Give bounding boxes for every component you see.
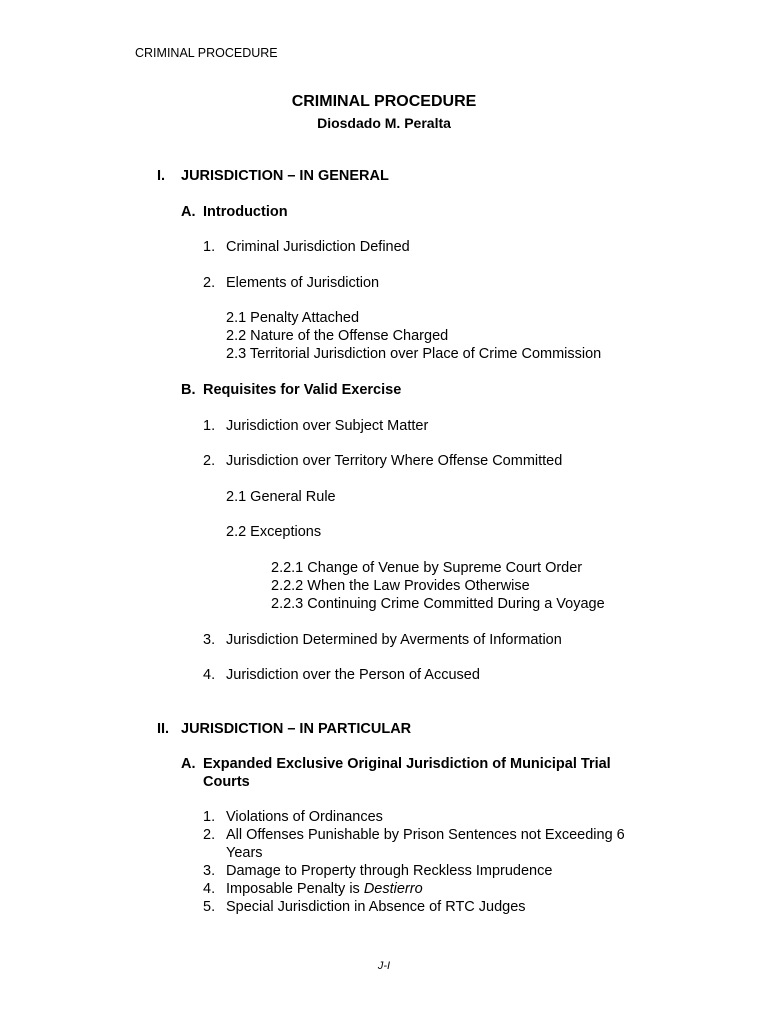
item-number: 5. xyxy=(203,899,216,915)
section-number: II. xyxy=(157,721,170,737)
list-item-text: Imposable Penalty is xyxy=(226,881,364,897)
list-item xyxy=(226,880,423,898)
list-item-italic-term: Destierro xyxy=(363,881,423,897)
item-number: 2. xyxy=(203,827,216,843)
subsection-letter: A. xyxy=(181,756,196,772)
list-item: Elements of Jurisdiction xyxy=(226,275,380,291)
item-number: 4. xyxy=(203,667,216,683)
list-item: Jurisdiction over Subject Matter xyxy=(226,418,429,434)
sub-list-item: 2.1 Penalty Attached xyxy=(226,310,360,326)
item-number: 3. xyxy=(203,863,216,879)
list-item: Jurisdiction over Territory Where Offense Committed xyxy=(226,453,563,469)
item-number: 1. xyxy=(203,809,216,825)
running-header: CRIMINAL PROCEDURE xyxy=(135,46,278,60)
document-author: Diosdado M. Peralta xyxy=(317,115,451,131)
sub-list-item: 2.1 General Rule xyxy=(226,489,336,505)
list-item: Jurisdiction over the Person of Accused xyxy=(226,667,480,683)
sub-list-item: 2.2 Exceptions xyxy=(226,524,322,540)
item-number: 4. xyxy=(203,881,216,897)
sub-list-item: 2.3 Territorial Jurisdiction over Place of Crime Commission xyxy=(226,346,602,362)
subsection-heading: Requisites for Valid Exercise xyxy=(203,382,402,398)
subsection-letter: A. xyxy=(181,204,196,220)
document-title: CRIMINAL PROCEDURE xyxy=(291,93,477,110)
page-number: J-I xyxy=(377,960,391,972)
list-item: All Offenses Punishable by Prison Sentences not Exceeding 6 xyxy=(226,827,625,843)
list-item-continued: Years xyxy=(226,845,263,861)
sub-sub-list-item: 2.2.2 When the Law Provides Otherwise xyxy=(271,578,530,594)
sub-list-item: 2.2 Nature of the Offense Charged xyxy=(226,328,449,344)
list-item: Special Jurisdiction in Absence of RTC Judges xyxy=(226,899,526,915)
section-heading: JURISDICTION – IN PARTICULAR xyxy=(181,721,412,737)
list-item: Jurisdiction Determined by Averments of Information xyxy=(226,632,562,648)
sub-sub-list-item: 2.2.3 Continuing Crime Committed During a Voyage xyxy=(271,596,605,612)
item-number: 2. xyxy=(203,275,216,291)
item-number: 3. xyxy=(203,632,216,648)
section-number: I. xyxy=(157,168,166,184)
sub-sub-list-item: 2.2.1 Change of Venue by Supreme Court Order xyxy=(271,560,583,576)
list-item: Violations of Ordinances xyxy=(226,809,383,825)
subsection-heading: Introduction xyxy=(203,204,288,220)
subsection-heading: Expanded Exclusive Original Jurisdiction of Municipal Trial xyxy=(203,756,611,772)
list-item: Damage to Property through Reckless Imprudence xyxy=(226,863,553,879)
section-heading: JURISDICTION – IN GENERAL xyxy=(181,168,389,184)
item-number: 1. xyxy=(203,239,216,255)
subsection-letter: B. xyxy=(181,382,196,398)
list-item: Criminal Jurisdiction Defined xyxy=(226,239,410,255)
item-number: 2. xyxy=(203,453,216,469)
subsection-heading-continued: Courts xyxy=(203,774,250,790)
item-number: 1. xyxy=(203,418,216,434)
